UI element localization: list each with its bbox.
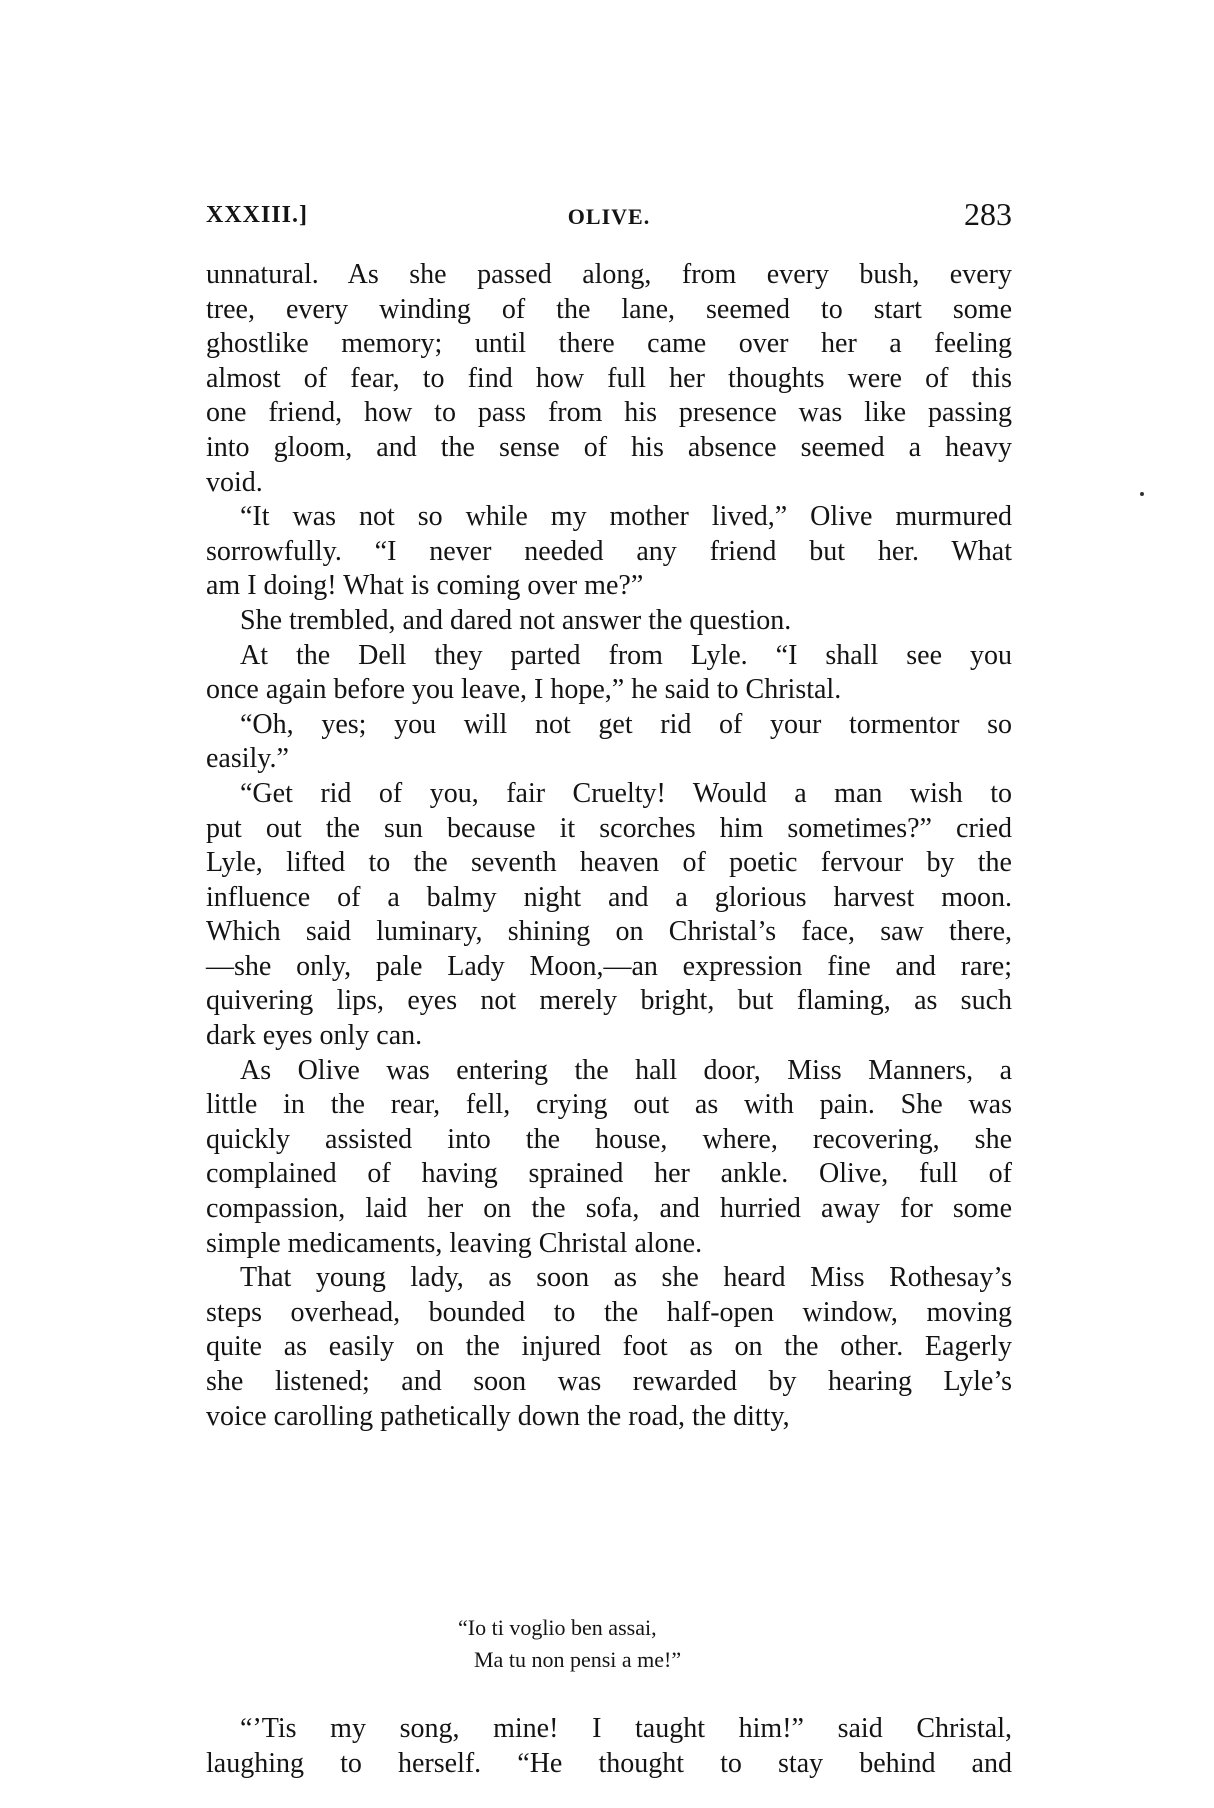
text-line: complained of having sprained her ankle. Olive, full of bbox=[206, 1158, 1012, 1190]
closing-paragraph bbox=[206, 1712, 1012, 1781]
text-line: unnatural. As she passed along, from every bush, every bbox=[206, 259, 1012, 290]
body-text bbox=[206, 258, 1012, 1434]
running-title: OLIVE. bbox=[567, 204, 651, 229]
text-line: void. bbox=[206, 466, 263, 498]
text-line: ghostlike memory; until there came over her a feeling bbox=[206, 328, 1012, 360]
text-line: tree, every winding of the lane, seemed to start some bbox=[206, 293, 1012, 325]
text-line: am I doing! What is coming over me?” bbox=[206, 570, 644, 602]
text-line: voice carolling pathetically down the road, the ditty, bbox=[206, 1400, 790, 1432]
text-line: quickly assisted into the house, where, recovering, she bbox=[206, 1123, 1012, 1155]
text-line: quivering lips, eyes not merely bright, but flaming, as such bbox=[206, 985, 1012, 1017]
print-speck bbox=[1140, 492, 1144, 496]
text-line: easily.” bbox=[206, 743, 289, 775]
text-line: once again before you leave, I hope,” he said to Christal. bbox=[206, 674, 842, 706]
text-line: “It was not so while my mother lived,” Olive murmured bbox=[240, 501, 1012, 533]
text-line: one friend, how to pass from his presence was like passing bbox=[206, 397, 1012, 429]
chapter-number: XXXIII.] bbox=[206, 202, 309, 228]
verse-line: Ma tu non pensi a me!” bbox=[474, 1647, 682, 1672]
page-number: 283 bbox=[964, 196, 1012, 232]
text-line: laughing to herself. “He thought to stay behind and bbox=[206, 1747, 1012, 1779]
text-line: sorrowfully. “I never needed any friend but her. What bbox=[206, 535, 1012, 567]
text-line: “’Tis my song, mine! I taught him!” said Christal, bbox=[240, 1713, 1012, 1744]
text-line: “Get rid of you, fair Cruelty! Would a man wish to bbox=[240, 777, 1012, 809]
text-line: she listened; and soon was rewarded by hearing Lyle’s bbox=[206, 1366, 1012, 1397]
text-line: compassion, laid her on the sofa, and hurried away for some bbox=[206, 1193, 1012, 1225]
text-line: That young lady, as soon as she heard Miss Rothesay’s bbox=[240, 1262, 1012, 1294]
text-line: put out the sun because it scorches him sometimes?” cried bbox=[206, 812, 1012, 844]
text-line: Which said luminary, shining on Christal’s face, saw there, bbox=[206, 916, 1012, 948]
text-line: dark eyes only can. bbox=[206, 1020, 423, 1052]
text-line: into gloom, and the sense of his absence seemed a heavy bbox=[206, 431, 1012, 463]
verse-line: “Io ti voglio ben assai, bbox=[458, 1615, 657, 1640]
verse-quotation bbox=[458, 1612, 858, 1676]
text-line: steps overhead, bounded to the half-open window, moving bbox=[206, 1296, 1012, 1328]
running-header bbox=[206, 196, 1012, 236]
text-line: little in the rear, fell, crying out as with pain. She was bbox=[206, 1089, 1012, 1121]
text-line: As Olive was entering the hall door, Miss Manners, a bbox=[240, 1054, 1012, 1086]
text-line: simple medicaments, leaving Christal alone. bbox=[206, 1227, 703, 1259]
text-line: She trembled, and dared not answer the question. bbox=[240, 604, 792, 636]
text-line: quite as easily on the injured foot as on the other. Eagerly bbox=[206, 1331, 1012, 1363]
text-line: influence of a balmy night and a glorious harvest moon. bbox=[206, 881, 1012, 913]
text-line: —she only, pale Lady Moon,—an expression fine and rare; bbox=[206, 950, 1012, 982]
text-line: “Oh, yes; you will not get rid of your tormentor so bbox=[240, 708, 1012, 740]
text-line: Lyle, lifted to the seventh heaven of poetic fervour by the bbox=[206, 847, 1012, 879]
text-line: almost of fear, to find how full her thoughts were of this bbox=[206, 362, 1012, 394]
text-line: At the Dell they parted from Lyle. “I shall see you bbox=[240, 639, 1012, 671]
